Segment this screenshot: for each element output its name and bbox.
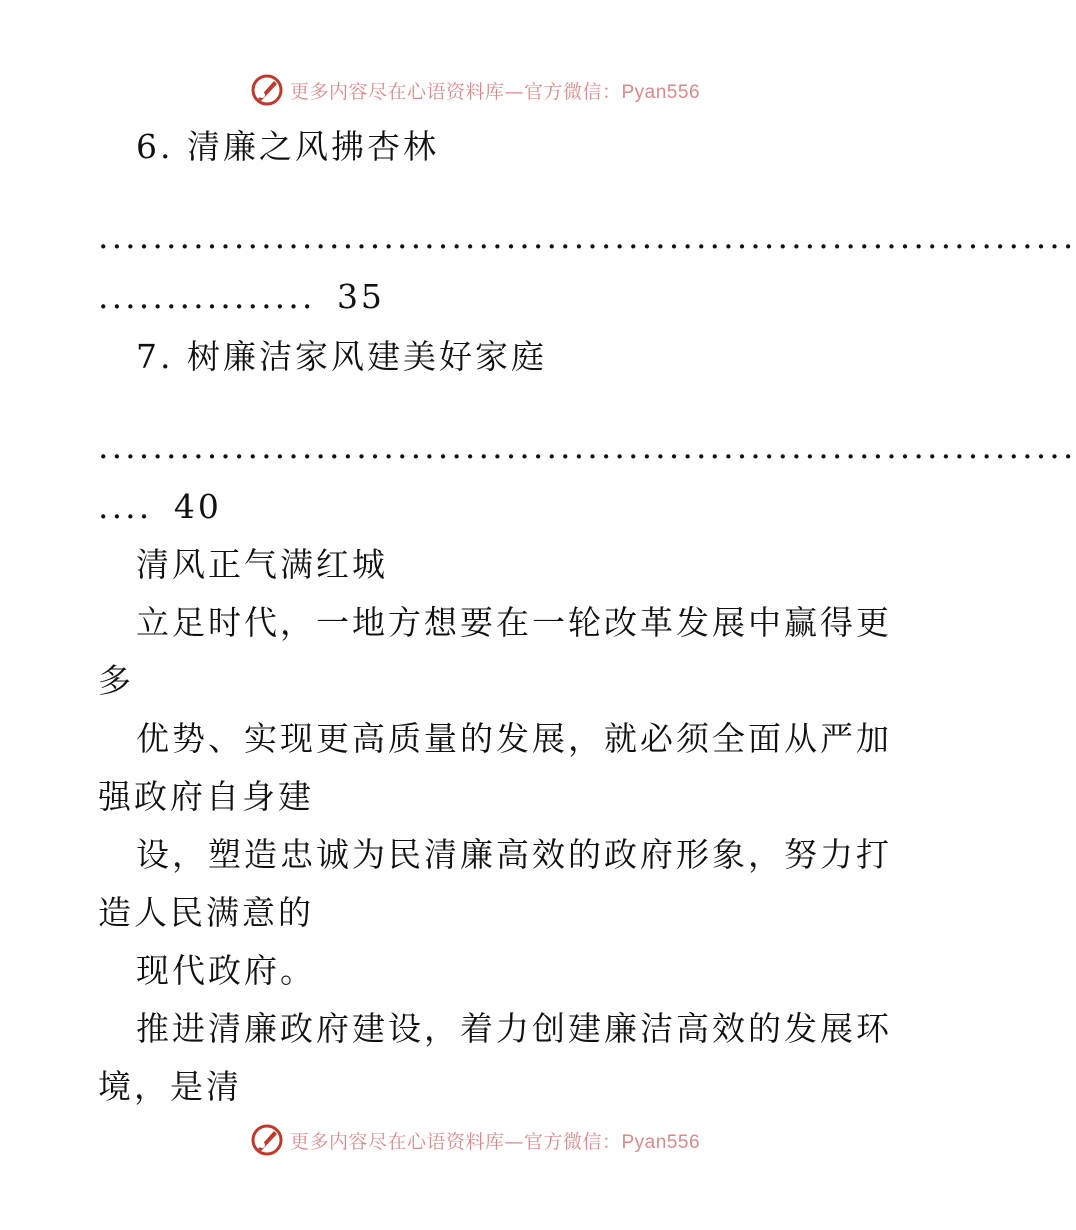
article-line: 设，塑造忠诚为民清廉高效的政府形象，努力打	[136, 835, 892, 874]
article-line: 多	[98, 661, 134, 700]
banner-code: Pyan556	[621, 81, 701, 103]
article-line: 境，是清	[98, 1067, 242, 1106]
toc-entry-title: 6. 清廉之风拂杏林	[136, 127, 439, 166]
toc-leader-dots-end: ................	[98, 277, 316, 316]
toc-page-number: 40	[173, 487, 222, 526]
article-line: 现代政府。	[136, 951, 316, 990]
banner-text	[290, 77, 700, 104]
article-line: 优势、实现更高质量的发展，就必须全面从严加	[136, 719, 892, 758]
banner-label: 更多内容尽在心语资料库—官方微信：	[289, 1130, 622, 1153]
toc-entry-title: 7. 树廉洁家风建美好家庭	[136, 337, 547, 376]
article-line: 立足时代，一地方想要在一轮改革发展中赢得更	[136, 603, 892, 642]
banner-text	[290, 1127, 700, 1154]
toc-leader-end	[98, 478, 858, 536]
toc-leader-dots-end: ....	[98, 487, 153, 526]
banner-code: Pyan556	[621, 1131, 701, 1153]
article-line: 强政府自身建	[98, 777, 314, 816]
footer-banner	[0, 1120, 950, 1160]
toc-leader-end	[98, 268, 858, 326]
toc-leader-dots: ........................................................................	[98, 217, 1076, 256]
header-banner	[0, 70, 950, 110]
article-heading: 清风正气满红城	[136, 545, 388, 584]
toc-leader-dots: ........................................................................	[98, 427, 1076, 466]
quill-logo-icon	[250, 1123, 284, 1157]
toc-page-number: 35	[336, 277, 385, 316]
article-line: 推进清廉政府建设，着力创建廉洁高效的发展环	[136, 1009, 892, 1048]
article-line: 造人民满意的	[98, 893, 314, 932]
document-body	[98, 118, 1076, 1116]
quill-logo-icon	[250, 73, 284, 107]
banner-label: 更多内容尽在心语资料库—官方微信：	[289, 80, 622, 103]
